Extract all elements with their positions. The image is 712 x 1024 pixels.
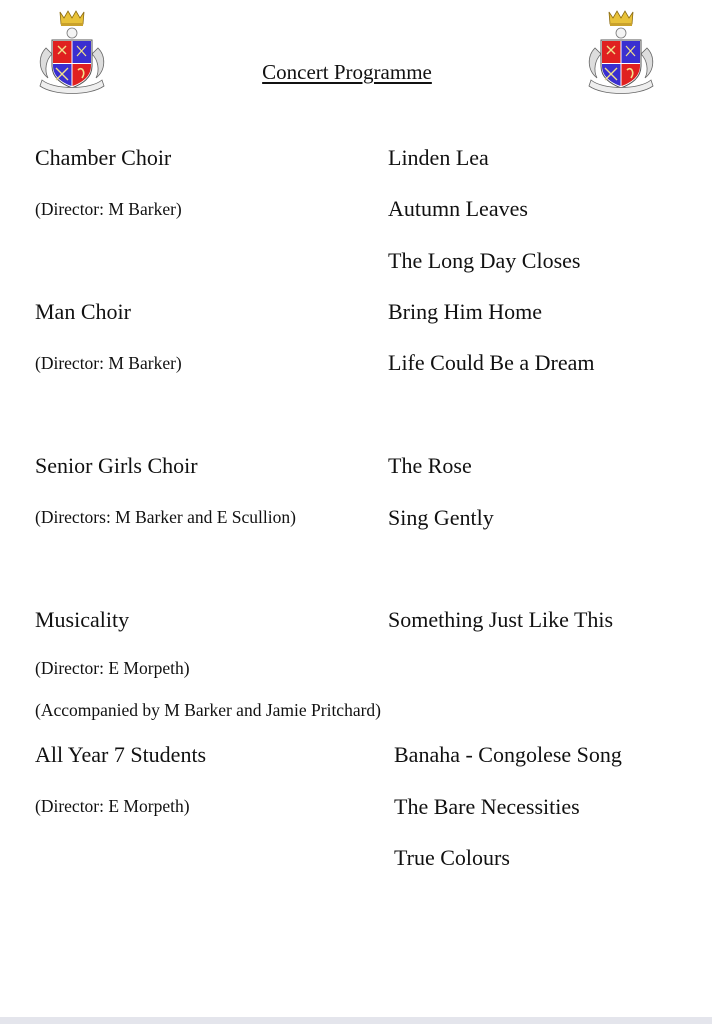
director-note: (Director: E Morpeth) xyxy=(35,658,190,678)
director-note: (Director: M Barker) xyxy=(35,199,182,219)
ensemble-name: Musicality xyxy=(35,607,130,632)
song-title: Bring Him Home xyxy=(388,299,542,324)
director-note: (Director: M Barker) xyxy=(35,353,182,373)
ensemble-name: Senior Girls Choir xyxy=(35,453,198,478)
accompanist-note: (Accompanied by M Barker and Jamie Pritchard) xyxy=(35,700,381,720)
director-note: (Directors: M Barker and E Scullion) xyxy=(35,507,296,527)
song-title: Sing Gently xyxy=(388,505,494,530)
song-title: The Rose xyxy=(388,453,472,478)
song-title: Life Could Be a Dream xyxy=(388,350,595,375)
song-title: The Bare Necessities xyxy=(394,794,580,819)
song-title: Something Just Like This xyxy=(388,607,614,632)
song-title: The Long Day Closes xyxy=(388,248,581,273)
song-title: Banaha - Congolese Song xyxy=(394,742,622,767)
page-title: Concert Programme xyxy=(262,60,432,84)
ensemble-name: Chamber Choir xyxy=(35,145,172,170)
ensemble-name: All Year 7 Students xyxy=(35,742,207,767)
director-note: (Director: E Morpeth) xyxy=(35,796,190,816)
song-title: Autumn Leaves xyxy=(388,196,528,221)
ensemble-name: Man Choir xyxy=(35,299,131,324)
song-title: True Colours xyxy=(394,845,510,870)
song-title: Linden Lea xyxy=(388,145,489,170)
school-crest-right-icon xyxy=(583,8,659,96)
page-bottom-edge xyxy=(0,1017,712,1024)
